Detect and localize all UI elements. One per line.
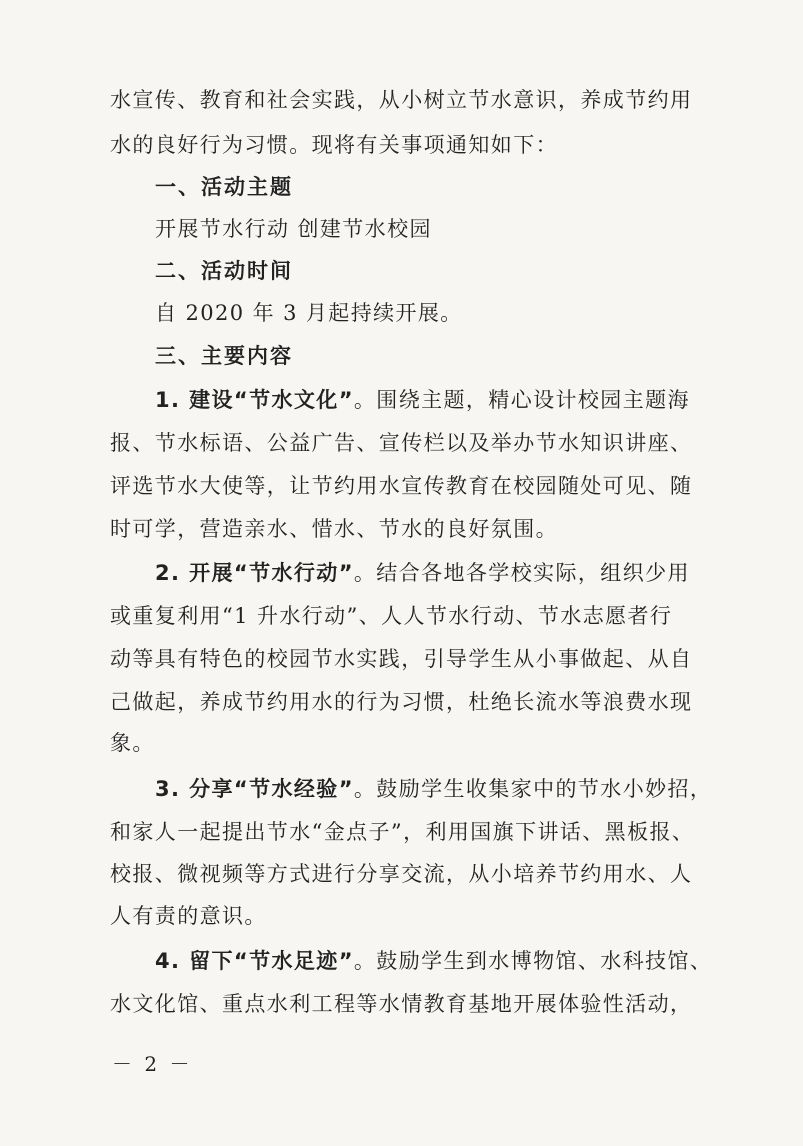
section-heading-time: 二、活动时间 — [155, 259, 293, 283]
item-4-line-2: 水文化馆、重点水利工程等水情教育基地开展体验性活动， — [110, 992, 693, 1016]
item-3-line-4: 人有责的意识。 — [110, 904, 267, 928]
item-3-first-line — [155, 774, 755, 804]
section-body-theme: 开展节水行动 创建节水校园 — [155, 217, 432, 241]
item-4-lead: 4. 留下“节水足迹” — [155, 949, 354, 973]
item-4-rest: 。鼓励学生到水博物馆、水科技馆、 — [353, 949, 713, 973]
item-1-rest: 。围绕主题，精心设计校园主题海 — [353, 388, 690, 412]
item-3-line-3: 校报、微视频等方式进行分享交流，从小培养节约用水、人 — [110, 862, 693, 886]
section-heading-theme: 一、活动主题 — [155, 175, 293, 199]
item-2-lead: 2. 开展“节水行动” — [155, 561, 354, 585]
item-1-first-line — [155, 385, 755, 415]
item-2-line-3: 动等具有特色的校园节水实践，引导学生从小事做起、从自 — [110, 647, 693, 671]
item-1-line-4: 时可学，营造亲水、惜水、节水的良好氛围。 — [110, 517, 558, 541]
body-line-1: 水宣传、教育和社会实践，从小树立节水意识，养成节约用 — [110, 88, 693, 112]
item-2-rest: 。结合各地各学校实际，组织少用 — [353, 561, 690, 585]
item-2-first-line — [155, 558, 755, 588]
item-1-lead: 1. 建设“节水文化” — [155, 388, 354, 412]
item-1-line-3: 评选节水大使等，让节约用水宣传教育在校园随处可见、随 — [110, 474, 693, 498]
section-body-time: 自 2020 年 3 月起持续开展。 — [155, 301, 463, 325]
item-3-line-2: 和家人一起提出节水“金点子”，利用国旗下讲话、黑板报、 — [110, 820, 695, 844]
body-line-2: 水的良好行为习惯。现将有关事项通知如下： — [110, 133, 558, 157]
item-4-first-line — [155, 946, 755, 976]
section-heading-content: 三、主要内容 — [155, 344, 293, 368]
item-2-line-4: 己做起，养成节约用水的行为习惯，杜绝长流水等浪费水现 — [110, 690, 693, 714]
item-1-line-2: 报、节水标语、公益广告、宣传栏以及举办节水知识讲座、 — [110, 431, 693, 455]
item-3-rest: 。鼓励学生收集家中的节水小妙招， — [353, 777, 713, 801]
item-2-line-5: 象。 — [110, 731, 155, 755]
page-number: － 2 － — [112, 1052, 193, 1076]
item-3-lead: 3. 分享“节水经验” — [155, 777, 354, 801]
item-2-line-2: 或重复利用“1 升水行动”、人人节水行动、节水志愿者行 — [110, 604, 673, 628]
